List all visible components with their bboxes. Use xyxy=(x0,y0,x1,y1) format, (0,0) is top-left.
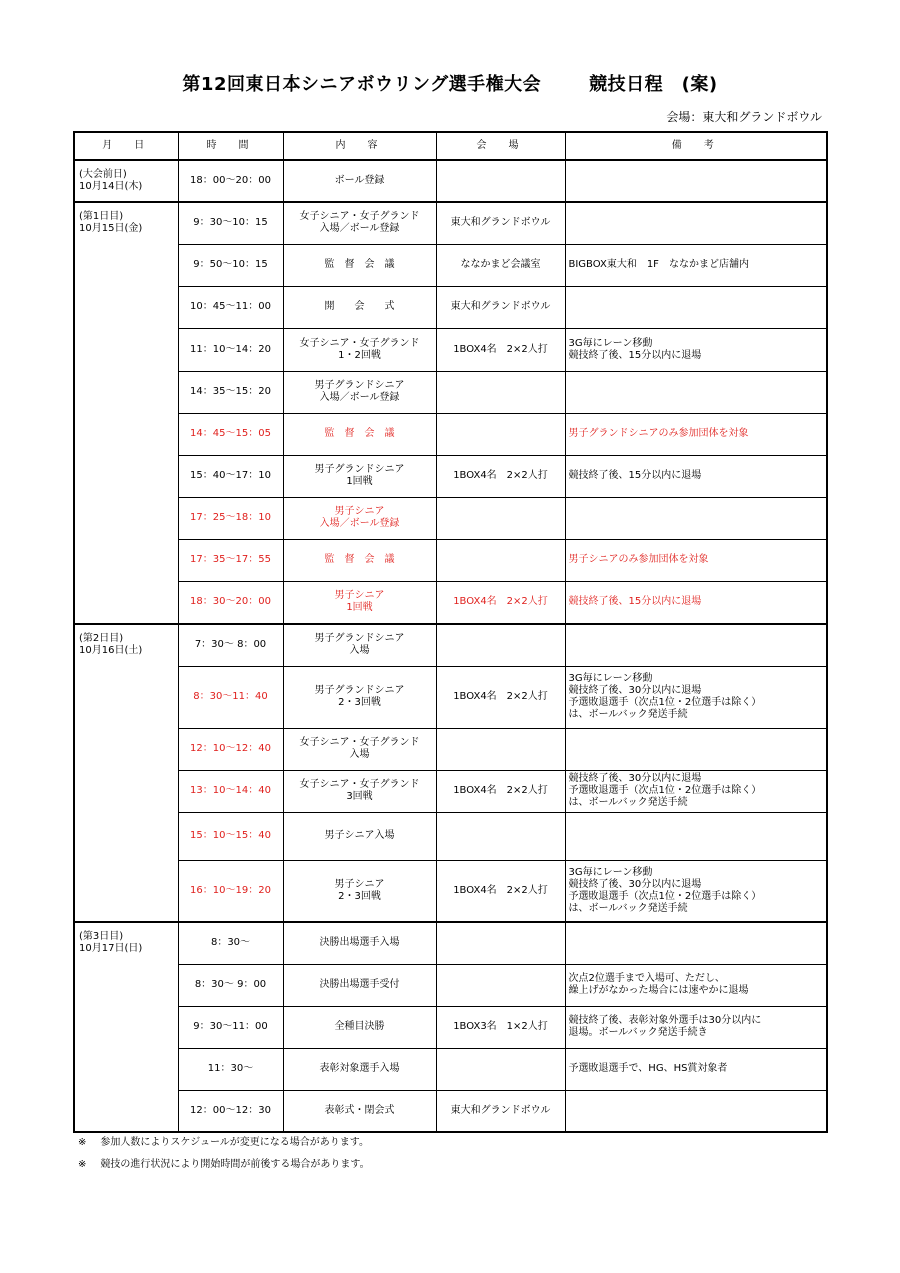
note-cell xyxy=(565,624,827,666)
time-cell: 16：10〜19：20 xyxy=(178,860,283,922)
schedule-row xyxy=(74,1090,827,1132)
note-cell xyxy=(565,371,827,413)
place-cell: 1BOX3名 1×2人打 xyxy=(436,1006,565,1048)
footnote-mark: ※ xyxy=(78,1137,87,1148)
time-cell: 8：30〜 9：00 xyxy=(178,964,283,1006)
day-date: 10月14日(木) xyxy=(79,181,143,192)
place-cell: 1BOX4名 2×2人打 xyxy=(436,770,565,812)
content-cell: 決勝出場選手受付 xyxy=(283,964,436,1006)
schedule-row xyxy=(74,666,827,728)
place-cell: 東大和グランドボウル xyxy=(436,1090,565,1132)
day-date: 10月15日(金) xyxy=(79,223,143,234)
note-cell: 3G毎にレーン移動 競技終了後、30分以内に退場 予選敗退選手（次点1位・2位選手は除く） は、ボールバック発送手続 xyxy=(565,860,827,922)
schedule-row xyxy=(74,202,827,244)
schedule-row xyxy=(74,770,827,812)
schedule-row xyxy=(74,581,827,624)
place-cell xyxy=(436,413,565,455)
content-cell: 女子シニア・女子グランド 入場／ボール登録 xyxy=(283,202,436,244)
schedule-body xyxy=(74,160,827,1132)
footnote-1 xyxy=(78,1133,369,1148)
schedule-row xyxy=(74,624,827,666)
time-cell: 15：40〜17：10 xyxy=(178,455,283,497)
header-place: 会 場 xyxy=(436,132,565,160)
schedule-row xyxy=(74,964,827,1006)
content-cell: 表彰対象選手入場 xyxy=(283,1048,436,1090)
venue-label: 会場：東大和グランドボウル xyxy=(666,110,822,124)
place-cell xyxy=(436,728,565,770)
place-cell: 1BOX4名 2×2人打 xyxy=(436,860,565,922)
note-cell: 競技終了後、表彰対象外選手は30分以内に 退場。ボールバック発送手続き xyxy=(565,1006,827,1048)
time-cell: 9：30〜10：15 xyxy=(178,202,283,244)
schedule-row xyxy=(74,413,827,455)
content-cell: 全種目決勝 xyxy=(283,1006,436,1048)
note-cell: 男子シニアのみ参加団体を対象 xyxy=(565,539,827,581)
header-date: 月 日 xyxy=(74,132,178,160)
schedule-row xyxy=(74,160,827,202)
schedule-table xyxy=(73,131,828,1133)
time-cell: 9：30〜11：00 xyxy=(178,1006,283,1048)
header-row xyxy=(74,132,827,160)
schedule-row xyxy=(74,371,827,413)
content-cell: 男子シニア 1回戦 xyxy=(283,581,436,624)
day-date: 10月17日(日) xyxy=(79,943,143,954)
day-cell xyxy=(74,624,178,922)
note-cell: BIGBOX東大和 1F ななかまど店舗内 xyxy=(565,244,827,286)
content-cell: 男子シニア 入場／ボール登録 xyxy=(283,497,436,539)
place-cell xyxy=(436,922,565,964)
schedule-row xyxy=(74,728,827,770)
time-cell: 11：30〜 xyxy=(178,1048,283,1090)
title-sub: 競技日程 (案) xyxy=(589,74,718,95)
content-cell: 男子グランドシニア 2・3回戦 xyxy=(283,666,436,728)
schedule-row xyxy=(74,244,827,286)
place-cell: 東大和グランドボウル xyxy=(436,202,565,244)
content-cell: 男子グランドシニア 入場 xyxy=(283,624,436,666)
schedule-row xyxy=(74,497,827,539)
place-cell: ななかまど会議室 xyxy=(436,244,565,286)
day-cell xyxy=(74,922,178,1132)
time-cell: 14：45〜15：05 xyxy=(178,413,283,455)
day-label: (大会前日) xyxy=(79,169,127,180)
content-cell: 女子シニア・女子グランド 入場 xyxy=(283,728,436,770)
note-cell: 競技終了後、15分以内に退場 xyxy=(565,581,827,624)
day-label: (第2日目) xyxy=(79,633,124,644)
time-cell: 13：10〜14：40 xyxy=(178,770,283,812)
schedule-row xyxy=(74,860,827,922)
note-cell: 予選敗退選手で、HG、HS賞対象者 xyxy=(565,1048,827,1090)
place-cell xyxy=(436,371,565,413)
time-cell: 14：35〜15：20 xyxy=(178,371,283,413)
note-cell xyxy=(565,497,827,539)
day-date: 10月16日(土) xyxy=(79,645,143,656)
place-cell xyxy=(436,812,565,860)
time-cell: 7：30〜 8：00 xyxy=(178,624,283,666)
time-cell: 17：35〜17：55 xyxy=(178,539,283,581)
content-cell: 監 督 会 議 xyxy=(283,244,436,286)
day-cell xyxy=(74,160,178,202)
content-cell: 女子シニア・女子グランド 3回戦 xyxy=(283,770,436,812)
day-label: (第3日目) xyxy=(79,931,124,942)
schedule-row xyxy=(74,455,827,497)
schedule-row xyxy=(74,539,827,581)
note-cell: 競技終了後、15分以内に退場 xyxy=(565,455,827,497)
footnote-text: 競技の進行状況により開始時間が前後する場合があります。 xyxy=(100,1159,370,1170)
place-cell: 1BOX4名 2×2人打 xyxy=(436,666,565,728)
place-cell xyxy=(436,964,565,1006)
header-note: 備 考 xyxy=(565,132,827,160)
time-cell: 10：45〜11：00 xyxy=(178,286,283,328)
note-cell xyxy=(565,922,827,964)
place-cell: 1BOX4名 2×2人打 xyxy=(436,455,565,497)
content-cell: 男子シニア入場 xyxy=(283,812,436,860)
place-cell xyxy=(436,1048,565,1090)
note-cell xyxy=(565,286,827,328)
content-cell: 監 督 会 議 xyxy=(283,539,436,581)
time-cell: 17：25〜18：10 xyxy=(178,497,283,539)
place-cell: 東大和グランドボウル xyxy=(436,286,565,328)
content-cell: 開 会 式 xyxy=(283,286,436,328)
time-cell: 12：10〜12：40 xyxy=(178,728,283,770)
place-cell xyxy=(436,539,565,581)
note-cell: 男子グランドシニアのみ参加団体を対象 xyxy=(565,413,827,455)
time-cell: 18：00〜20：00 xyxy=(178,160,283,202)
note-cell xyxy=(565,812,827,860)
place-cell xyxy=(436,497,565,539)
note-cell xyxy=(565,728,827,770)
time-cell: 8：30〜11：40 xyxy=(178,666,283,728)
schedule-row xyxy=(74,922,827,964)
schedule-row xyxy=(74,328,827,371)
content-cell: 監 督 会 議 xyxy=(283,413,436,455)
note-cell xyxy=(565,1090,827,1132)
note-cell: 次点2位選手まで入場可、ただし、 繰上げがなかった場合には速やかに退場 xyxy=(565,964,827,1006)
place-cell: 1BOX4名 2×2人打 xyxy=(436,581,565,624)
title-main: 第12回東日本シニアボウリング選手権大会 xyxy=(182,74,542,95)
time-cell: 8：30〜 xyxy=(178,922,283,964)
note-cell xyxy=(565,202,827,244)
schedule-row xyxy=(74,812,827,860)
page-title xyxy=(0,70,900,96)
time-cell: 12：00〜12：30 xyxy=(178,1090,283,1132)
time-cell: 9：50〜10：15 xyxy=(178,244,283,286)
day-label: (第1日目) xyxy=(79,211,124,222)
place-cell xyxy=(436,624,565,666)
footnote-mark: ※ xyxy=(78,1159,87,1170)
content-cell: 決勝出場選手入場 xyxy=(283,922,436,964)
footnote-text: 参加人数によりスケジュールが変更になる場合があります。 xyxy=(100,1137,369,1148)
place-cell: 1BOX4名 2×2人打 xyxy=(436,328,565,371)
schedule-row xyxy=(74,286,827,328)
footnote-2 xyxy=(78,1155,370,1170)
schedule-row xyxy=(74,1048,827,1090)
content-cell: ボール登録 xyxy=(283,160,436,202)
schedule-row xyxy=(74,1006,827,1048)
place-cell xyxy=(436,160,565,202)
day-cell xyxy=(74,202,178,624)
content-cell: 女子シニア・女子グランド 1・2回戦 xyxy=(283,328,436,371)
time-cell: 18：30〜20：00 xyxy=(178,581,283,624)
note-cell: 競技終了後、30分以内に退場 予選敗退選手（次点1位・2位選手は除く） は、ボールバック発送手続 xyxy=(565,770,827,812)
content-cell: 男子シニア 2・3回戦 xyxy=(283,860,436,922)
content-cell: 男子グランドシニア 入場／ボール登録 xyxy=(283,371,436,413)
time-cell: 15：10〜15：40 xyxy=(178,812,283,860)
note-cell: 3G毎にレーン移動 競技終了後、30分以内に退場 予選敗退選手（次点1位・2位選手は除く） は、ボールバック発送手続 xyxy=(565,666,827,728)
header-content: 内 容 xyxy=(283,132,436,160)
note-cell: 3G毎にレーン移動 競技終了後、15分以内に退場 xyxy=(565,328,827,371)
header-time: 時 間 xyxy=(178,132,283,160)
content-cell: 男子グランドシニア 1回戦 xyxy=(283,455,436,497)
content-cell: 表彰式・閉会式 xyxy=(283,1090,436,1132)
time-cell: 11：10〜14：20 xyxy=(178,328,283,371)
note-cell xyxy=(565,160,827,202)
